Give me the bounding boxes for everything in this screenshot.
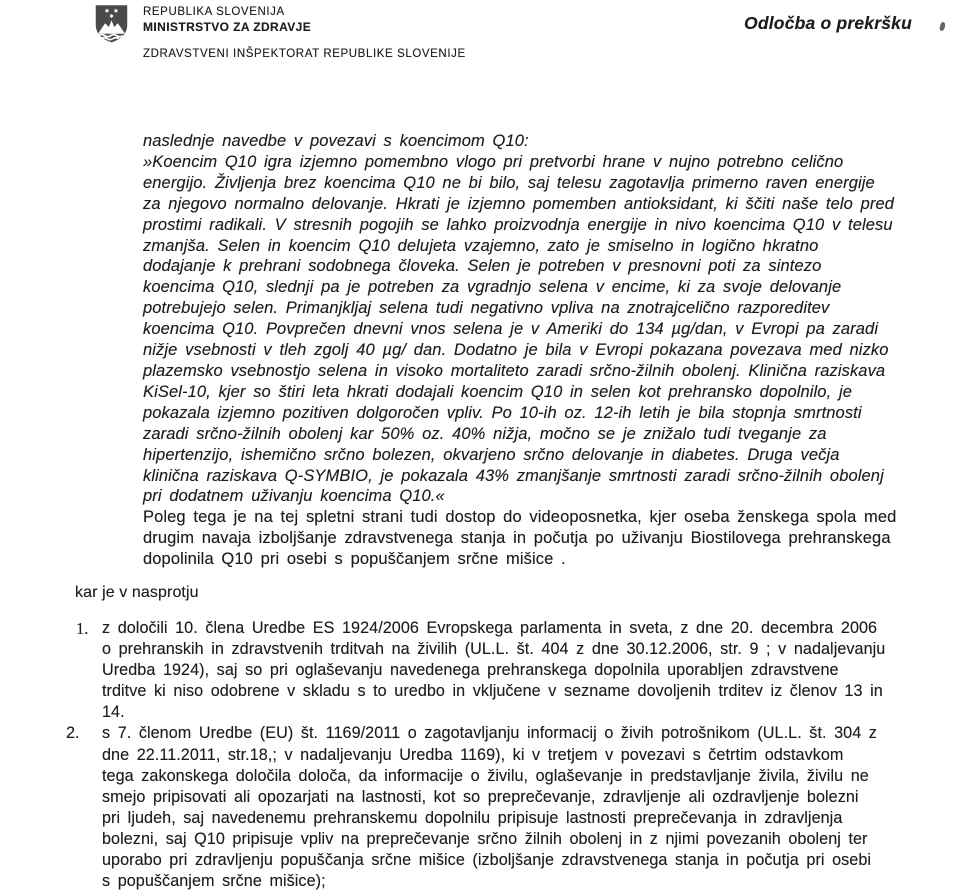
- scan-artifact: [939, 21, 947, 31]
- item-line: z določili 10. člena Uredbe ES 1924/2006 Evropskega parlamenta in sveta, z dne 20. decembra 2006: [102, 619, 878, 637]
- quote-line: zaradi srčno-žilnih obolenj kar 50% oz. 40% nižja, močno se je znižalo tudi tveganje za: [143, 424, 827, 443]
- quote-line: za njegovo normalno delovanje. Hkrati je izjemno pomemben antioksidant, ki ščiti naše telo pred: [143, 194, 895, 213]
- item-line: o prehranskih in zdravstvenih trditvah na živilih (UL.L. št. 404 z dne 30.12.2006, str. 9 ; v nadaljevanju: [102, 640, 886, 659]
- quote-line: klinična raziskava Q-SYMBIO, je pokazala 43% zmanjšanje smrtnosti zaradi srčno-žilnih obolenj: [143, 466, 884, 485]
- quoted-claims-block: [143, 131, 943, 570]
- item-line: trditve ki niso odobrene v skladu s to uredbo in vključene v sezname dovoljenih trditev iz členov 13 in: [102, 682, 883, 701]
- quote-line: prostimi radikali. V stresnih pogojih se lahko proizvodnja energije in nivo koencima Q10 v telesu: [143, 215, 893, 234]
- quote-line: KiSel-10, kjer so štiri leta hkrati dodajali koencim Q10 in selen kot prehransko dopolnilo, je: [143, 382, 852, 401]
- paragraph-line: drugim navaja izboljšanje zdravstvenega stanja in počutja po uživanju Biostilovega prehranskega: [143, 529, 891, 548]
- item-line: tega zakonskega določila določa, da informacije o živilu, oglaševanje in predstavljanje živila, živilu ne: [102, 766, 869, 785]
- quote-line: koencima Q10. Povprečen dnevni vnos selena je v Ameriki do 134 µg/dan, v Evropi pa zaradi: [143, 320, 879, 339]
- item-line: bolezni, saj Q10 pripisuje vpliv na preprečevanje srčno žilnih obolenj in z njimi povezanih obolenj ter: [102, 829, 868, 848]
- list-item-2: [64, 723, 949, 892]
- item-line: pri ljudeh, saj navedenemu prehranskemu dopolnilu pripisuje lastnosti preprečevanja in zdravljenja: [102, 808, 843, 827]
- item-line: uporabo pri zdravljenju popuščanja srčne mišice (izboljšanje zdravstvenega stanja in počutja pri osebi: [102, 851, 872, 870]
- list-item-1: [64, 618, 949, 723]
- ministry-label: MINISTRSTVO ZA ZDRAVJE: [143, 20, 312, 34]
- document-title: Odločba o prekršku: [744, 13, 912, 33]
- quote-line: koencima Q10, slednji pa je potreben za vgradnjo selena v encime, ki za svoje delovanje: [143, 278, 842, 297]
- quote-line: hipertenzijo, ishemično srčno bolezen, okvarjeno srčno delovanje in diabetes. Druga večja: [143, 445, 840, 464]
- quote-line: potrebujejo selen. Primanjkljaj selena tudi negativno vpliva na znotrajcelično razporeditev: [143, 299, 830, 318]
- item-line: s 7. členom Uredbe (EU) št. 1169/2011 o zagotavljanju informacij o živih potrošnikom (UL.L. št. 304 z: [102, 724, 877, 743]
- quote-line: zmanjša. Selen in koencim Q10 delujeta vzajemno, zato je smiselno in logično hkratno: [143, 236, 819, 255]
- quote-line: plazemsko vsebnostjo selena in visoko mortaliteto zaradi srčno-žilnih obolenj. Klinična raziskava: [143, 361, 886, 380]
- item-number: 1.: [76, 619, 89, 638]
- item-line: 14.: [102, 703, 125, 722]
- quote-line: dodajanje k prehrani sodobnega človeka. Selen je potreben v presnovni poti za sintezo: [143, 257, 822, 276]
- paragraph-line: Poleg tega je na tej spletni strani tudi dostop do videoposnetka, kjer oseba ženskega spola med: [143, 508, 897, 527]
- item-line: smejo pripisovati ali opozarjati na lastnosti, kot so preprečevanje, zdravljenje ali ozdravljenje bolezni: [102, 787, 859, 806]
- quote-line: energijo. Življenja brez koencima Q10 ne bi bilo, saj telesu zagotavlja primerno raven energije: [143, 173, 875, 192]
- quote-line: nižje vsebnosti v tleh zgolj 40 µg/ dan. Dodatno je bila v Evropi pokazana povezava med nizko: [143, 341, 889, 360]
- quote-line: pri dodatnem uživanju koencima Q10.«: [143, 487, 445, 506]
- inspectorate-label: ZDRAVSTVENI INŠPEKTORAT REPUBLIKE SLOVENIJE: [143, 48, 466, 60]
- item-text: [102, 723, 949, 892]
- slovenia-coat-of-arms-icon: [89, 3, 134, 45]
- letterhead: [143, 6, 311, 34]
- violations-list: [64, 618, 949, 892]
- connector-text: kar je v nasprotju: [75, 584, 199, 601]
- republic-label: REPUBLIKA SLOVENIJA: [143, 6, 285, 18]
- paragraph-line: dopolinila Q10 pri osebi s popuščanjem srčne mišice .: [143, 550, 566, 569]
- quote-line: »Koencim Q10 igra izjemno pomembno vlogo pri pretvorbi hrane v nujno potrebno celično: [143, 152, 844, 171]
- item-number: 2.: [66, 724, 80, 743]
- quote-line: naslednje navedbe v povezavi s koencimom Q10:: [143, 132, 529, 150]
- item-line: Uredba 1924), saj so pri oglaševanju navedenega prehranskega dopolnila uporabljen zdravstvene: [102, 661, 839, 680]
- item-text: [102, 618, 949, 723]
- quote-line: pokazala izjemno pozitiven dolgoročen vpliv. Po 10-ih oz. 12-ih letih je bila stopnja smrtnosti: [143, 403, 862, 422]
- item-line: dne 22.11.2011, str.18,; v nadaljevanju Uredba 1169), ki v tretjem v povezavi s četrtim odstavkom: [102, 745, 844, 764]
- item-line: s popuščanjem srčne mišice);: [102, 872, 326, 891]
